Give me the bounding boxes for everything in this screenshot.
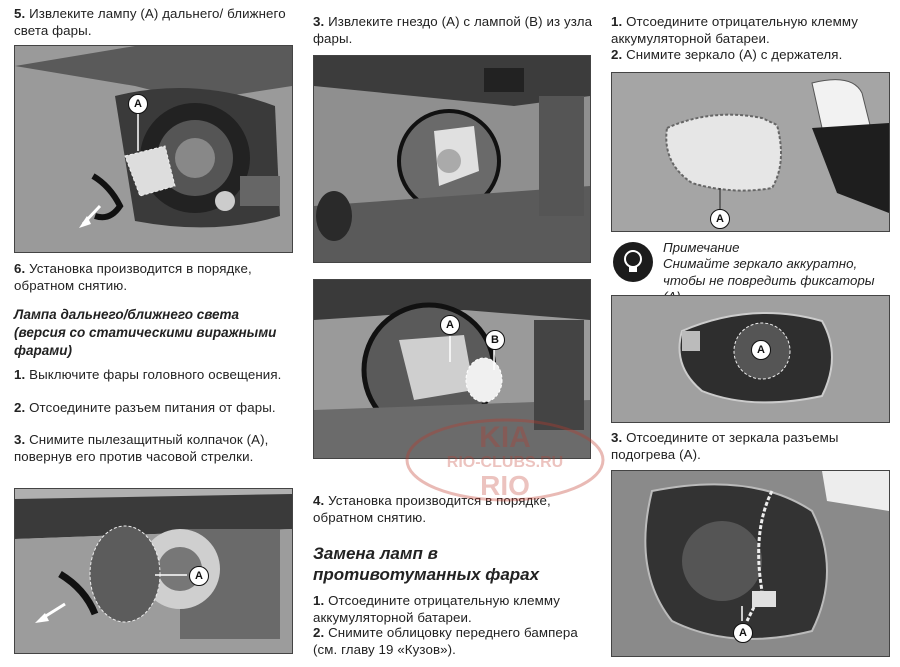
callout-b: B [485,330,505,350]
step-1 [14,367,294,384]
watermark-rio: RIO [480,470,530,501]
photo-headlamp-bulb-removal [14,45,293,253]
callout-a: A [751,340,771,360]
step-number: 1. [14,367,26,382]
step-3 [313,14,593,47]
step-2 [313,625,593,658]
callout-a: A [440,315,460,335]
step-number: 3. [14,432,26,447]
photo-mirror-removal [611,72,890,232]
step-5 [14,6,294,39]
step-number: 3. [611,430,623,445]
watermark-kia: KIA [479,421,531,454]
step-text: Отсоедините разъем питания от фары. [29,400,276,415]
step-text: Снимите зеркало (А) с держателя. [626,47,843,62]
section-title-static-cornering: Лампа дальнего/ближнего света (версия со статическими виражными фарами) [14,307,277,358]
step-text: Отсоедините от зеркала разъемы подогрева (А). [611,430,839,462]
step-6 [14,261,294,294]
note-text: Снимайте зеркало аккуратно, чтобы не повредить фиксаторы [663,256,875,288]
callout-a: A [128,94,148,114]
step-number: 3. [313,14,325,29]
step-number: 4. [313,493,325,508]
lightbulb-note-icon [613,242,653,282]
step-number: 5. [14,6,26,21]
step-number: 2. [611,47,623,62]
step-number: 1. [611,14,623,29]
photo-heater-connectors [611,470,890,657]
photo-socket-removal [313,55,591,263]
photo-dust-cap-removal [14,488,293,654]
watermark-site: RIO-CLUBS.RU [446,454,564,471]
step-2 [611,47,891,64]
step-text: Установка производится в порядке, обратном снятию. [313,493,551,525]
section-title-fog-lamps: Замена ламп в противотуманных фарах [313,544,540,584]
step-1 [313,593,593,626]
step-text: Выключите фары головного освещения. [29,367,282,382]
step-2 [14,400,294,417]
step-text: Снимите облицовку переднего бампера (см. главу 19 «Кузов»). [313,625,578,657]
note-title: Примечание [663,240,740,255]
callout-a: A [733,623,753,643]
step-number: 6. [14,261,26,276]
step-number: 1. [313,593,325,608]
photo-socket-and-bulb [313,279,591,459]
step-text: Отсоедините отрицательную клемму аккумуляторной батареи. [611,14,859,46]
step-text: Отсоедините отрицательную клемму аккумуляторной батареи. [313,593,561,625]
step-text: Установка производится в порядке, обратном снятию. [14,261,252,293]
step-text: Снимите пылезащитный колпачок (А), повернув его против часовой стрелки. [14,432,269,464]
callout-a: A [710,209,730,229]
step-4 [313,493,593,526]
step-text: Извлеките лампу (А) дальнего/ ближнего света фары. [14,6,286,38]
step-3 [14,432,294,465]
photo-mirror-back [611,295,890,423]
step-number: 2. [14,400,26,415]
step-text: Извлеките гнездо (А) с лампой (В) из узла фары. [313,14,593,46]
step-1 [611,14,891,47]
callout-a: A [189,566,209,586]
step-3 [611,430,891,463]
step-number: 2. [313,625,325,640]
